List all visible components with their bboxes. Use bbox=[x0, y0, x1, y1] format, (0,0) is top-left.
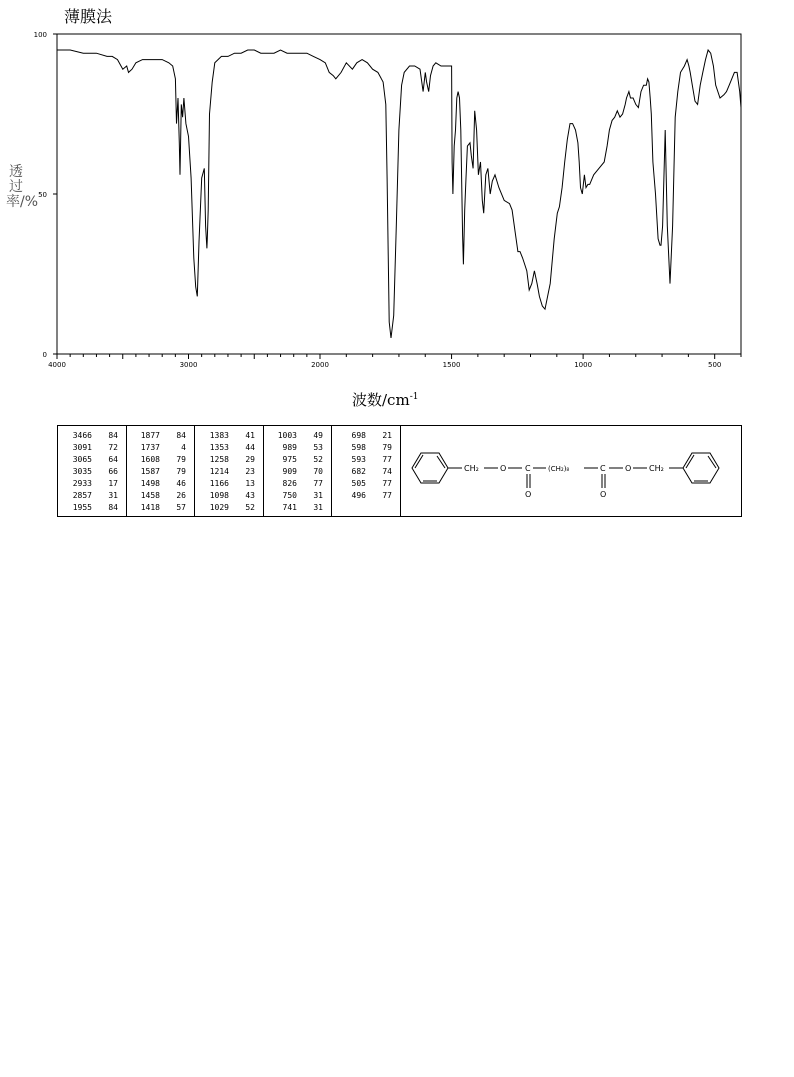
peak-row bbox=[58, 466, 126, 478]
peak-transmittance: 44 bbox=[245, 443, 255, 452]
peak-wavenumber: 682 bbox=[351, 467, 366, 476]
peak-wavenumber: 975 bbox=[282, 455, 297, 464]
peak-transmittance: 57 bbox=[176, 503, 186, 512]
peak-wavenumber: 3091 bbox=[72, 443, 92, 452]
peak-row bbox=[264, 442, 331, 454]
peak-transmittance: 77 bbox=[382, 491, 392, 500]
peak-wavenumber: 1003 bbox=[277, 431, 297, 440]
y-tick-label: 50 bbox=[38, 191, 47, 199]
peak-row bbox=[264, 502, 331, 514]
plot-frame bbox=[57, 34, 741, 354]
carbonyl-oxygen-right-label: O bbox=[600, 490, 607, 499]
peak-wavenumber: 1737 bbox=[140, 443, 160, 452]
peak-table bbox=[57, 425, 742, 517]
peak-wavenumber: 2933 bbox=[72, 479, 92, 488]
peak-wavenumber: 1098 bbox=[209, 491, 229, 500]
ester-oxygen-left-label: O bbox=[500, 464, 507, 473]
peak-transmittance: 79 bbox=[176, 467, 186, 476]
peak-wavenumber: 593 bbox=[351, 455, 366, 464]
peak-wavenumber: 1383 bbox=[209, 431, 229, 440]
peak-transmittance: 26 bbox=[176, 491, 186, 500]
peak-transmittance: 31 bbox=[313, 503, 323, 512]
benzene-ring-right bbox=[683, 453, 719, 483]
peak-wavenumber: 505 bbox=[351, 479, 366, 488]
x-tick-label: 500 bbox=[708, 361, 722, 369]
peak-transmittance: 77 bbox=[382, 479, 392, 488]
x-tick-label: 1500 bbox=[442, 361, 461, 369]
peak-row bbox=[264, 466, 331, 478]
peak-row bbox=[195, 454, 263, 466]
peak-column-1 bbox=[58, 426, 127, 516]
peak-row bbox=[127, 430, 194, 442]
methylene-chain-label: (CH₂)₈ bbox=[548, 465, 570, 473]
peak-row bbox=[264, 478, 331, 490]
y-tick-label: 0 bbox=[42, 351, 47, 359]
peak-row bbox=[195, 490, 263, 502]
peak-wavenumber: 989 bbox=[282, 443, 297, 452]
peak-transmittance: 21 bbox=[382, 431, 392, 440]
peak-wavenumber: 1608 bbox=[140, 455, 160, 464]
peak-wavenumber: 1458 bbox=[140, 491, 160, 500]
spectrum-line bbox=[57, 50, 741, 338]
peak-row bbox=[195, 442, 263, 454]
peak-transmittance: 23 bbox=[245, 467, 255, 476]
peak-wavenumber: 2857 bbox=[72, 491, 92, 500]
peak-wavenumber: 598 bbox=[351, 443, 366, 452]
peak-transmittance: 13 bbox=[245, 479, 255, 488]
peak-wavenumber: 750 bbox=[282, 491, 297, 500]
peak-transmittance: 17 bbox=[108, 479, 118, 488]
peak-transmittance: 53 bbox=[313, 443, 323, 452]
peak-wavenumber: 1258 bbox=[209, 455, 229, 464]
ch2-left-label: CH₂ bbox=[464, 464, 479, 473]
peak-row bbox=[58, 454, 126, 466]
peak-transmittance: 4 bbox=[181, 443, 186, 452]
peak-row bbox=[332, 442, 400, 454]
peak-wavenumber: 1587 bbox=[140, 467, 160, 476]
peak-transmittance: 43 bbox=[245, 491, 255, 500]
x-axis-label-text: 波数/cm bbox=[352, 391, 410, 409]
peak-transmittance: 31 bbox=[313, 491, 323, 500]
peak-row bbox=[195, 502, 263, 514]
peak-transmittance: 74 bbox=[382, 467, 392, 476]
peak-wavenumber: 741 bbox=[282, 503, 297, 512]
peak-row bbox=[127, 442, 194, 454]
peak-row bbox=[264, 454, 331, 466]
x-tick-label: 3000 bbox=[179, 361, 198, 369]
benzene-ring-left bbox=[412, 453, 448, 483]
x-tick-label: 1000 bbox=[574, 361, 593, 369]
peak-wavenumber: 1955 bbox=[72, 503, 92, 512]
peak-wavenumber: 1214 bbox=[209, 467, 229, 476]
peak-transmittance: 84 bbox=[108, 431, 118, 440]
peak-transmittance: 72 bbox=[108, 443, 118, 452]
peak-transmittance: 41 bbox=[245, 431, 255, 440]
peak-row bbox=[127, 466, 194, 478]
peak-transmittance: 77 bbox=[313, 479, 323, 488]
peak-wavenumber: 1353 bbox=[209, 443, 229, 452]
peak-wavenumber: 1166 bbox=[209, 479, 229, 488]
peak-row bbox=[264, 490, 331, 502]
peak-transmittance: 84 bbox=[176, 431, 186, 440]
peak-row bbox=[264, 430, 331, 442]
peak-row bbox=[127, 478, 194, 490]
peak-row bbox=[58, 442, 126, 454]
peak-transmittance: 70 bbox=[313, 467, 323, 476]
peak-transmittance: 64 bbox=[108, 455, 118, 464]
peak-wavenumber: 1418 bbox=[140, 503, 160, 512]
y-axis-label: 透过率/% bbox=[6, 164, 39, 210]
peak-column-2 bbox=[127, 426, 195, 516]
peak-transmittance: 52 bbox=[313, 455, 323, 464]
y-tick-label: 100 bbox=[33, 31, 47, 39]
peak-row bbox=[332, 454, 400, 466]
peak-transmittance: 77 bbox=[382, 455, 392, 464]
peak-row bbox=[127, 454, 194, 466]
peak-wavenumber: 3466 bbox=[72, 431, 92, 440]
peak-row bbox=[58, 478, 126, 490]
peak-transmittance: 79 bbox=[382, 443, 392, 452]
peak-wavenumber: 496 bbox=[351, 491, 366, 500]
peak-wavenumber: 1029 bbox=[209, 503, 229, 512]
dibenzyl-sebacate-structure bbox=[402, 426, 742, 516]
peak-transmittance: 31 bbox=[108, 491, 118, 500]
peak-row bbox=[195, 430, 263, 442]
carbonyl-oxygen-left-label: O bbox=[525, 490, 532, 499]
peak-column-3 bbox=[195, 426, 264, 516]
peak-row bbox=[332, 430, 400, 442]
peak-transmittance: 46 bbox=[176, 479, 186, 488]
peak-transmittance: 52 bbox=[245, 503, 255, 512]
peak-transmittance: 84 bbox=[108, 503, 118, 512]
peak-transmittance: 79 bbox=[176, 455, 186, 464]
peak-transmittance: 66 bbox=[108, 467, 118, 476]
peak-column-4 bbox=[264, 426, 332, 516]
peak-wavenumber: 1877 bbox=[140, 431, 160, 440]
ir-spectrum-chart bbox=[0, 0, 794, 380]
peak-row bbox=[332, 490, 400, 502]
peak-column-5 bbox=[332, 426, 401, 516]
x-axis-label bbox=[352, 389, 418, 410]
peak-row bbox=[195, 466, 263, 478]
carbonyl-carbon-right-label: C bbox=[600, 464, 606, 473]
peak-transmittance: 49 bbox=[313, 431, 323, 440]
peak-row bbox=[332, 478, 400, 490]
peak-wavenumber: 826 bbox=[282, 479, 297, 488]
peak-wavenumber: 1498 bbox=[140, 479, 160, 488]
page-title: 薄膜法 bbox=[64, 7, 113, 26]
peak-row bbox=[58, 490, 126, 502]
peak-transmittance: 29 bbox=[245, 455, 255, 464]
peak-row bbox=[332, 466, 400, 478]
peak-wavenumber: 698 bbox=[351, 431, 366, 440]
peak-wavenumber: 3065 bbox=[72, 455, 92, 464]
ester-oxygen-right-label: O bbox=[625, 464, 632, 473]
x-axis-label-exponent: -1 bbox=[409, 392, 419, 402]
peak-row bbox=[127, 502, 194, 514]
peak-wavenumber: 909 bbox=[282, 467, 297, 476]
carbonyl-carbon-left-label: C bbox=[525, 464, 531, 473]
x-tick-label: 2000 bbox=[311, 361, 329, 369]
peak-wavenumber: 3035 bbox=[72, 467, 92, 476]
x-tick-label: 4000 bbox=[48, 361, 66, 369]
peak-row bbox=[195, 478, 263, 490]
peak-row bbox=[127, 490, 194, 502]
peak-row bbox=[58, 502, 126, 514]
peak-row bbox=[58, 430, 126, 442]
ch2-right-label: CH₂ bbox=[649, 464, 664, 473]
